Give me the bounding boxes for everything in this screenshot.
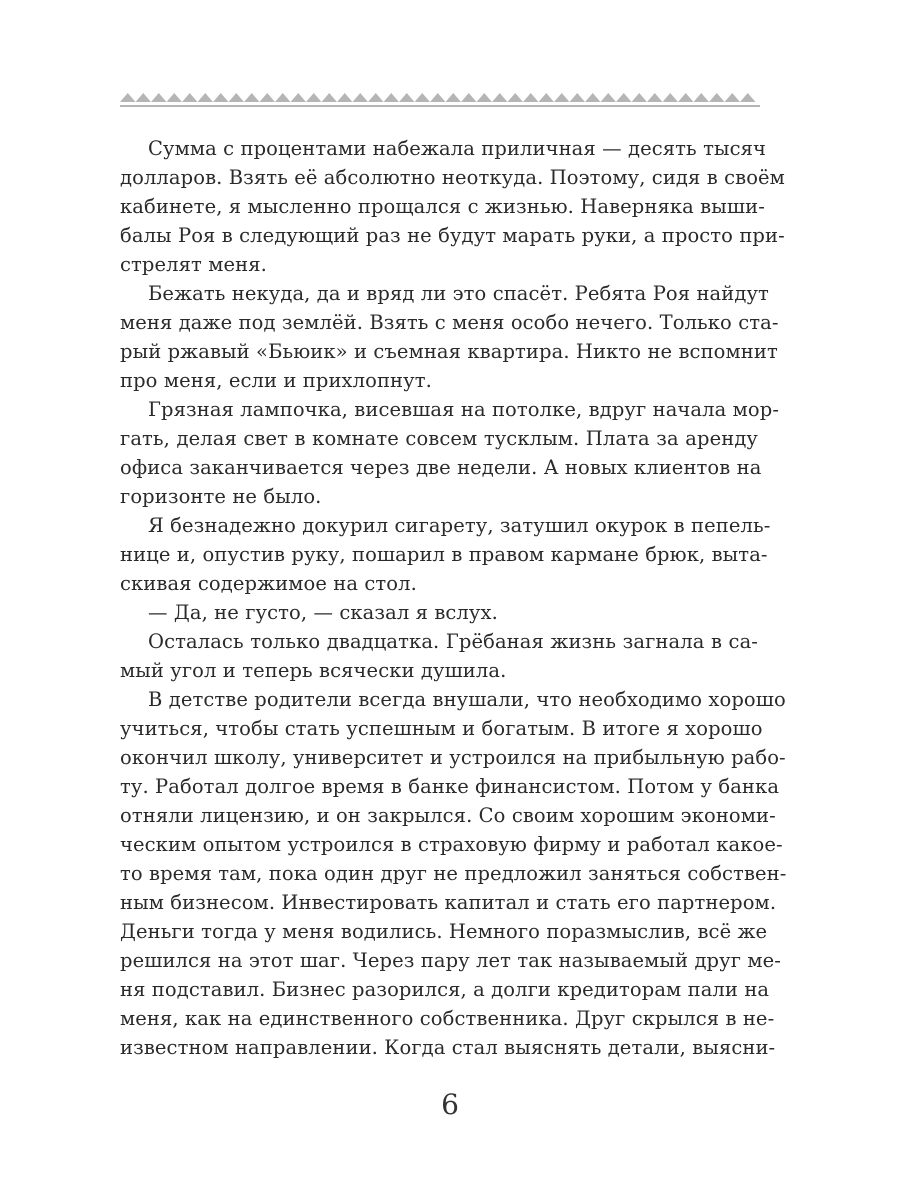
text-line: Деньги тогда у меня водились. Немного поразмыслив, всё же <box>120 920 768 943</box>
ornament-triangle <box>508 93 524 102</box>
text-line: рый ржавый «Бьюик» и съемная квартира. Никто не вспомнит <box>120 340 778 363</box>
ornament-triangle <box>167 93 183 102</box>
ornament-triangle <box>477 93 493 102</box>
paragraph <box>120 685 787 1062</box>
ornament-triangle <box>663 93 679 102</box>
ornament-triangle <box>120 93 136 102</box>
text-line: Сумма с процентами набежала приличная — десять тысяч <box>148 137 766 160</box>
text-line: известном направлении. Когда стал выяснять детали, выясни- <box>120 1036 776 1059</box>
ornament-triangle <box>616 93 632 102</box>
ornament-triangle <box>694 93 710 102</box>
ornament-triangle <box>198 93 214 102</box>
text-line: учиться, чтобы стать успешным и богатым. В итоге я хорошо <box>120 717 763 740</box>
paragraph <box>120 134 785 279</box>
text-line: Осталась только двадцатка. Грёбаная жизнь загнала в са- <box>148 630 758 653</box>
ornament-triangle <box>136 93 152 102</box>
ornament-triangle <box>244 93 260 102</box>
ornament-triangle <box>446 93 462 102</box>
text-line: Грязная лампочка, висевшая на потолке, вдруг начала мор- <box>148 398 780 421</box>
zigzag-border-icon <box>120 92 760 110</box>
ornament-triangle <box>213 93 229 102</box>
ornament-triangle <box>353 93 369 102</box>
text-line: ческим опытом устроился в страховую фирму и работал какое- <box>120 833 783 856</box>
ornament-triangle <box>523 93 539 102</box>
text-line: меня, как на единственного собственника. Друг скрылся в не- <box>120 1007 775 1030</box>
ornament-triangle <box>430 93 446 102</box>
paragraph <box>120 279 779 395</box>
ornament-triangle <box>399 93 415 102</box>
text-line: скивая содержимое на стол. <box>120 572 417 595</box>
chapter-text <box>120 134 787 1062</box>
text-line: меня даже под землёй. Взять с меня особо нечего. Только ста- <box>120 311 779 334</box>
ornament-triangle <box>461 93 477 102</box>
ornament-triangle <box>260 93 276 102</box>
header-ornament <box>120 92 760 110</box>
text-line: кабинете, я мысленно прощался с жизнью. Наверняка выши- <box>120 195 765 218</box>
ornament-triangle <box>384 93 400 102</box>
ornament-triangle <box>725 93 741 102</box>
text-line: то время там, пока один друг не предложил заняться собствен- <box>120 862 787 885</box>
text-line: ным бизнесом. Инвестировать капитал и стать его партнером. <box>120 891 777 914</box>
text-line: горизонте не было. <box>120 485 322 508</box>
ornament-triangle <box>492 93 508 102</box>
ornament-triangle <box>601 93 617 102</box>
ornament-triangle <box>539 93 555 102</box>
text-line: отняли лицензию, и он закрылся. Со своим хорошим экономи- <box>120 804 776 827</box>
ornament-triangle <box>678 93 694 102</box>
text-line: ту. Работал долгое время в банке финансистом. Потом у банка <box>120 775 780 798</box>
paragraph <box>120 395 780 511</box>
ornament-triangle <box>182 93 198 102</box>
text-line: офиса заканчивается через две недели. А новых клиентов на <box>120 456 762 479</box>
ornament-triangle <box>647 93 663 102</box>
text-line: В детстве родители всегда внушали, что необходимо хорошо <box>148 688 786 711</box>
paragraph <box>120 598 758 627</box>
text-line: про меня, если и прихлопнут. <box>120 369 432 392</box>
text-line: нице и, опустив руку, пошарил в правом кармане брюк, выта- <box>120 543 768 566</box>
text-line: Бежать некуда, да и вряд ли это спасёт. Ребята Роя найдут <box>148 282 769 305</box>
paragraph <box>120 511 771 598</box>
text-line: мый угол и теперь всячески душила. <box>120 659 507 682</box>
ornament-triangle <box>337 93 353 102</box>
ornament-triangle <box>554 93 570 102</box>
text-line: ня подставил. Бизнес разорился, а долги кредиторам пали на <box>120 978 770 1001</box>
text-line: стрелят меня. <box>120 253 267 276</box>
ornament-triangle <box>306 93 322 102</box>
text-line: — Да, не густо, — сказал я вслух. <box>148 601 498 624</box>
ornament-triangle <box>740 93 756 102</box>
text-line: долларов. Взять её абсолютно неоткуда. Поэтому, сидя в своём <box>120 166 785 189</box>
ornament-triangle <box>585 93 601 102</box>
text-line: гать, делая свет в комнате совсем тусклым. Плата за аренду <box>120 427 758 450</box>
ornament-triangle <box>229 93 245 102</box>
ornament-triangle <box>709 93 725 102</box>
ornament-triangle <box>322 93 338 102</box>
text-line: решился на этот шаг. Через пару лет так называемый друг ме- <box>120 949 781 972</box>
paragraph <box>120 627 758 685</box>
text-line: Я безнадежно докурил сигарету, затушил окурок в пепель- <box>148 514 771 537</box>
ornament-triangle <box>570 93 586 102</box>
text-line: балы Роя в следующий раз не будут марать руки, а просто при- <box>120 224 785 247</box>
ornament-triangle <box>415 93 431 102</box>
page-number: 6 <box>441 1088 459 1121</box>
text-line: окончил школу, университет и устроился на прибыльную рабо- <box>120 746 786 769</box>
ornament-triangle <box>368 93 384 102</box>
ornament-triangle <box>291 93 307 102</box>
ornament-triangle <box>151 93 167 102</box>
ornament-triangle <box>632 93 648 102</box>
ornament-triangle <box>275 93 291 102</box>
